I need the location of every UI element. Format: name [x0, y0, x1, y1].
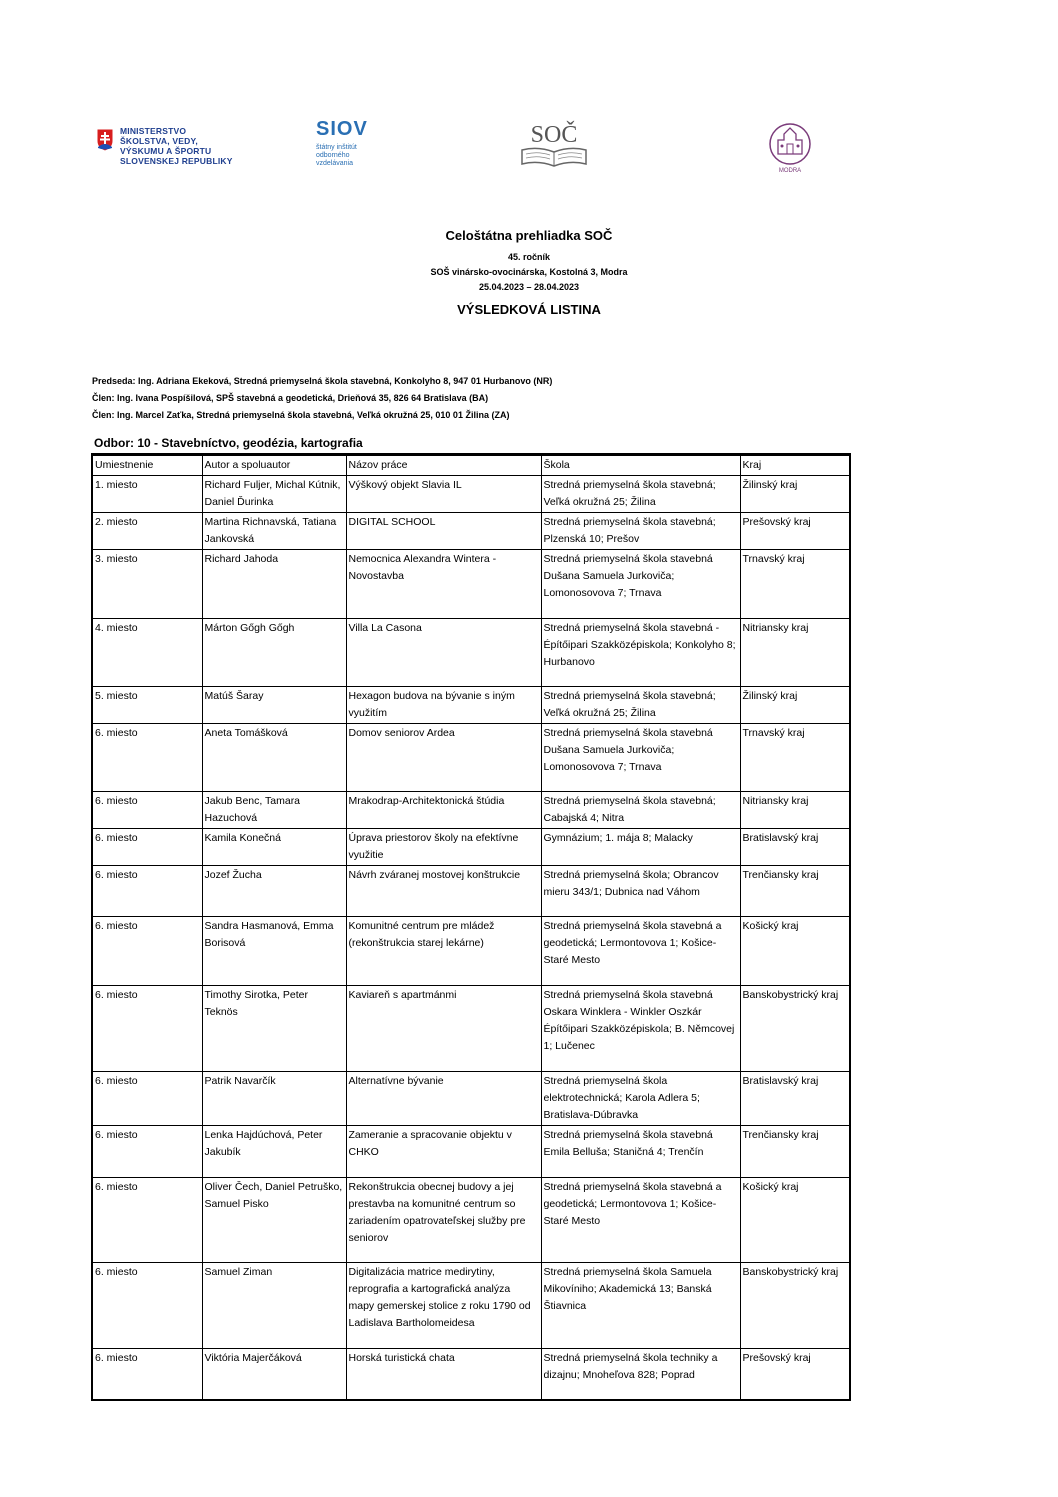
table-row: [92, 866, 850, 917]
cell-region: Košický kraj: [740, 917, 850, 986]
cell-title: Kaviareň s apartmánmi: [346, 986, 541, 1072]
table-row: [92, 917, 850, 986]
cell-school: Stredná priemyselná škola elektrotechnická; Karola Adlera 5; Bratislava-Dúbravka: [541, 1072, 740, 1126]
cell-title: Návrh zváranej mostovej konštrukcie: [346, 866, 541, 917]
cell-title: Mrakodrap-Architektonická štúdia: [346, 792, 541, 829]
cell-school: Stredná priemyselná škola stavebná; Veľká okružná 25; Žilina: [541, 476, 740, 513]
soc-logo-name: SOČ: [530, 122, 578, 148]
cell-author: Lenka Hajdúchová, Peter Jakubík: [202, 1126, 346, 1178]
modra-logo: [768, 120, 812, 176]
header-title: Názov práce: [346, 455, 541, 476]
cell-title: Villa La Casona: [346, 619, 541, 687]
logo-bar: [0, 118, 1058, 178]
table-row: [92, 1349, 850, 1400]
cell-place: 6. miesto: [92, 1126, 202, 1178]
document-title: VÝSLEDKOVÁ LISTINA: [457, 302, 601, 317]
cell-place: 3. miesto: [92, 550, 202, 619]
cell-region: Prešovský kraj: [740, 513, 850, 550]
ministry-logo-line: VÝSKUMU A ŠPORTU: [120, 146, 212, 156]
table-row: [92, 1126, 850, 1178]
cell-school: Stredná priemyselná škola stavebná Emila Belluša; Staničná 4; Trenčín: [541, 1126, 740, 1178]
cell-title: Alternatívne bývanie: [346, 1072, 541, 1126]
cell-school: Stredná priemyselná škola stavebná Dušana Samuela Jurkoviča; Lomonosovova 7; Trnava: [541, 724, 740, 792]
cell-author: Aneta Tomášková: [202, 724, 346, 792]
cell-author: Sandra Hasmanová, Emma Borisová: [202, 917, 346, 986]
table-row: [92, 1263, 850, 1349]
cell-region: Žilinský kraj: [740, 687, 850, 724]
cell-place: 1. miesto: [92, 476, 202, 513]
cell-place: 2. miesto: [92, 513, 202, 550]
cell-place: 6. miesto: [92, 1349, 202, 1400]
ministry-logo: [96, 124, 236, 174]
table-row: [92, 550, 850, 619]
cell-title: Digitalizácia matrice medirytiny, reprografia a kartografická analýza mapy gemerskej stolice z roku 1790 od Ladislava Bartholomeidesa: [346, 1263, 541, 1349]
cell-place: 6. miesto: [92, 1178, 202, 1263]
table-row: [92, 724, 850, 792]
cell-author: Oliver Čech, Daniel Petruško, Samuel Pisko: [202, 1178, 346, 1263]
cell-region: Trnavský kraj: [740, 724, 850, 792]
cell-region: Nitriansky kraj: [740, 792, 850, 829]
cell-school: Stredná priemyselná škola Samuela Mikovíniho; Akademická 13; Banská Štiavnica: [541, 1263, 740, 1349]
cell-school: Stredná priemyselná škola techniky a dizajnu; Mnoheľova 828; Poprad: [541, 1349, 740, 1400]
committee-chair: Predseda: Ing. Adriana Ekeková, Stredná priemyselná škola stavebná, Konkolyho 8, 947 01 Hurbanovo (NR): [92, 376, 553, 386]
committee-list: [92, 373, 552, 424]
header-region: Kraj: [740, 455, 850, 476]
cell-author: Jakub Benc, Tamara Hazuchová: [202, 792, 346, 829]
cell-author: Richard Fuljer, Michal Kútnik, Daniel Ďurinka: [202, 476, 346, 513]
committee-member: Člen: Ing. Marcel Zaťka, Stredná priemyselná škola stavebná, Veľká okružná 25, 010 01 Žilina (ZA): [92, 410, 510, 420]
table-header-row: [92, 455, 850, 476]
cell-place: 6. miesto: [92, 829, 202, 866]
cell-school: Stredná priemyselná škola stavebná a geodetická; Lermontovova 1; Košice-Staré Mesto: [541, 1178, 740, 1263]
cell-author: Jozef Žucha: [202, 866, 346, 917]
cell-author: Patrik Navarčík: [202, 1072, 346, 1126]
siov-logo-name: SIOV: [316, 118, 368, 140]
ministry-logo-line: ŠKOLSTVA, VEDY,: [120, 136, 198, 146]
table-row: [92, 513, 850, 550]
siov-logo-line: odborného: [316, 152, 350, 159]
header-place: Umiestnenie: [92, 455, 202, 476]
cell-title: Rekonštrukcia obecnej budovy a jej prestavba na komunitné centrum so zariadením opatrovateľskej služby pre seniorov: [346, 1178, 541, 1263]
cell-title: Výškový objekt Slavia IL: [346, 476, 541, 513]
cell-region: Prešovský kraj: [740, 1349, 850, 1400]
table-row: [92, 619, 850, 687]
cell-title: Horská turistická chata: [346, 1349, 541, 1400]
cell-place: 4. miesto: [92, 619, 202, 687]
soc-logo: [516, 120, 592, 174]
cell-author: Martina Richnavská, Tatiana Jankovská: [202, 513, 346, 550]
dates-label: 25.04.2023 – 28.04.2023: [478, 282, 580, 292]
cell-author: Matúš Šaray: [202, 687, 346, 724]
cell-place: 6. miesto: [92, 986, 202, 1072]
cell-region: Trenčiansky kraj: [740, 866, 850, 917]
cell-author: Samuel Ziman: [202, 1263, 346, 1349]
cell-region: Žilinský kraj: [740, 476, 850, 513]
cell-school: Stredná priemyselná škola stavebná - Építőipari Szakközépiskola; Konkolyho 8; Hurbanovo: [541, 619, 740, 687]
results-table: [91, 453, 851, 1401]
cell-region: Nitriansky kraj: [740, 619, 850, 687]
open-book-icon: [516, 120, 592, 174]
siov-logo: [316, 118, 386, 178]
cell-title: Komunitné centrum pre mládež (rekonštrukcia starej lekárne): [346, 917, 541, 986]
cell-school: Gymnázium; 1. mája 8; Malacky: [541, 829, 740, 866]
cell-author: Viktória Majerčáková: [202, 1349, 346, 1400]
cell-place: 6. miesto: [92, 792, 202, 829]
cell-school: Stredná priemyselná škola stavebná; Cabajská 4; Nitra: [541, 792, 740, 829]
cell-place: 6. miesto: [92, 917, 202, 986]
table-body: [92, 476, 850, 1400]
cell-place: 6. miesto: [92, 1072, 202, 1126]
slovak-coat-of-arms-icon: [96, 128, 114, 152]
cell-region: Trenčiansky kraj: [740, 1126, 850, 1178]
ministry-logo-line: SLOVENSKEJ REPUBLIKY: [120, 156, 233, 166]
table-row: [92, 687, 850, 724]
cell-place: 6. miesto: [92, 724, 202, 792]
cell-region: Košický kraj: [740, 1178, 850, 1263]
cell-school: Stredná priemyselná škola stavebná Oskara Winklera - Winkler Oszkár Építőipari Szakközépiskola; B. Němcovej 1; Lučenec: [541, 986, 740, 1072]
table-row: [92, 1072, 850, 1126]
siov-logo-line: vzdelávania: [316, 160, 353, 167]
cell-school: Stredná priemyselná škola; Obrancov mieru 343/1; Dubnica nad Váhom: [541, 866, 740, 917]
cell-region: Bratislavský kraj: [740, 829, 850, 866]
siov-logo-line: štátny inštitút: [316, 144, 357, 151]
modra-seal-icon: [768, 120, 812, 176]
edition-label: 45. ročník: [507, 252, 551, 262]
ministry-logo-line: MINISTERSTVO: [120, 126, 187, 136]
field-title: Odbor: 10 - Stavebníctvo, geodézia, kartografia: [94, 436, 363, 450]
cell-place: 6. miesto: [92, 1263, 202, 1349]
table-row: [92, 829, 850, 866]
cell-region: Bratislavský kraj: [740, 1072, 850, 1126]
cell-title: Úprava priestorov školy na efektívne využitie: [346, 829, 541, 866]
header-school: Škola: [541, 455, 740, 476]
cell-title: Zameranie a spracovanie objektu v CHKO: [346, 1126, 541, 1178]
table-row: [92, 986, 850, 1072]
committee-member: Člen: Ing. Ivana Pospíšilová, SPŠ stavebná a geodetická, Drieňová 35, 826 64 Bratislava (BA): [92, 393, 489, 403]
cell-region: Banskobystrický kraj: [740, 1263, 850, 1349]
cell-author: Richard Jahoda: [202, 550, 346, 619]
cell-title: Hexagon budova na bývanie s iným využitím: [346, 687, 541, 724]
cell-author: Márton Gőgh Gőgh: [202, 619, 346, 687]
cell-place: 5. miesto: [92, 687, 202, 724]
cell-school: Stredná priemyselná škola stavebná; Veľká okružná 25; Žilina: [541, 687, 740, 724]
cell-region: Trnavský kraj: [740, 550, 850, 619]
cell-title: DIGITAL SCHOOL: [346, 513, 541, 550]
cell-place: 6. miesto: [92, 866, 202, 917]
modra-logo-name: MODRA: [778, 168, 802, 174]
cell-school: Stredná priemyselná škola stavebná Dušana Samuela Jurkoviča; Lomonosovova 7; Trnava: [541, 550, 740, 619]
cell-school: Stredná priemyselná škola stavebná a geodetická; Lermontovova 1; Košice-Staré Mesto: [541, 917, 740, 986]
page-title: Celoštátna prehliadka SOČ: [445, 228, 613, 243]
table-row: [92, 792, 850, 829]
cell-title: Domov seniorov Ardea: [346, 724, 541, 792]
cell-school: Stredná priemyselná škola stavebná; Plzenská 10; Prešov: [541, 513, 740, 550]
cell-title: Nemocnica Alexandra Wintera - Novostavba: [346, 550, 541, 619]
cell-region: Banskobystrický kraj: [740, 986, 850, 1072]
header-author: Autor a spoluautor: [202, 455, 346, 476]
table-row: [92, 1178, 850, 1263]
table-row: [92, 476, 850, 513]
cell-author: Kamila Konečná: [202, 829, 346, 866]
venue-label: SOŠ vinársko-ovocinárska, Kostolná 3, Modra: [430, 267, 628, 277]
cell-author: Timothy Sirotka, Peter Teknös: [202, 986, 346, 1072]
